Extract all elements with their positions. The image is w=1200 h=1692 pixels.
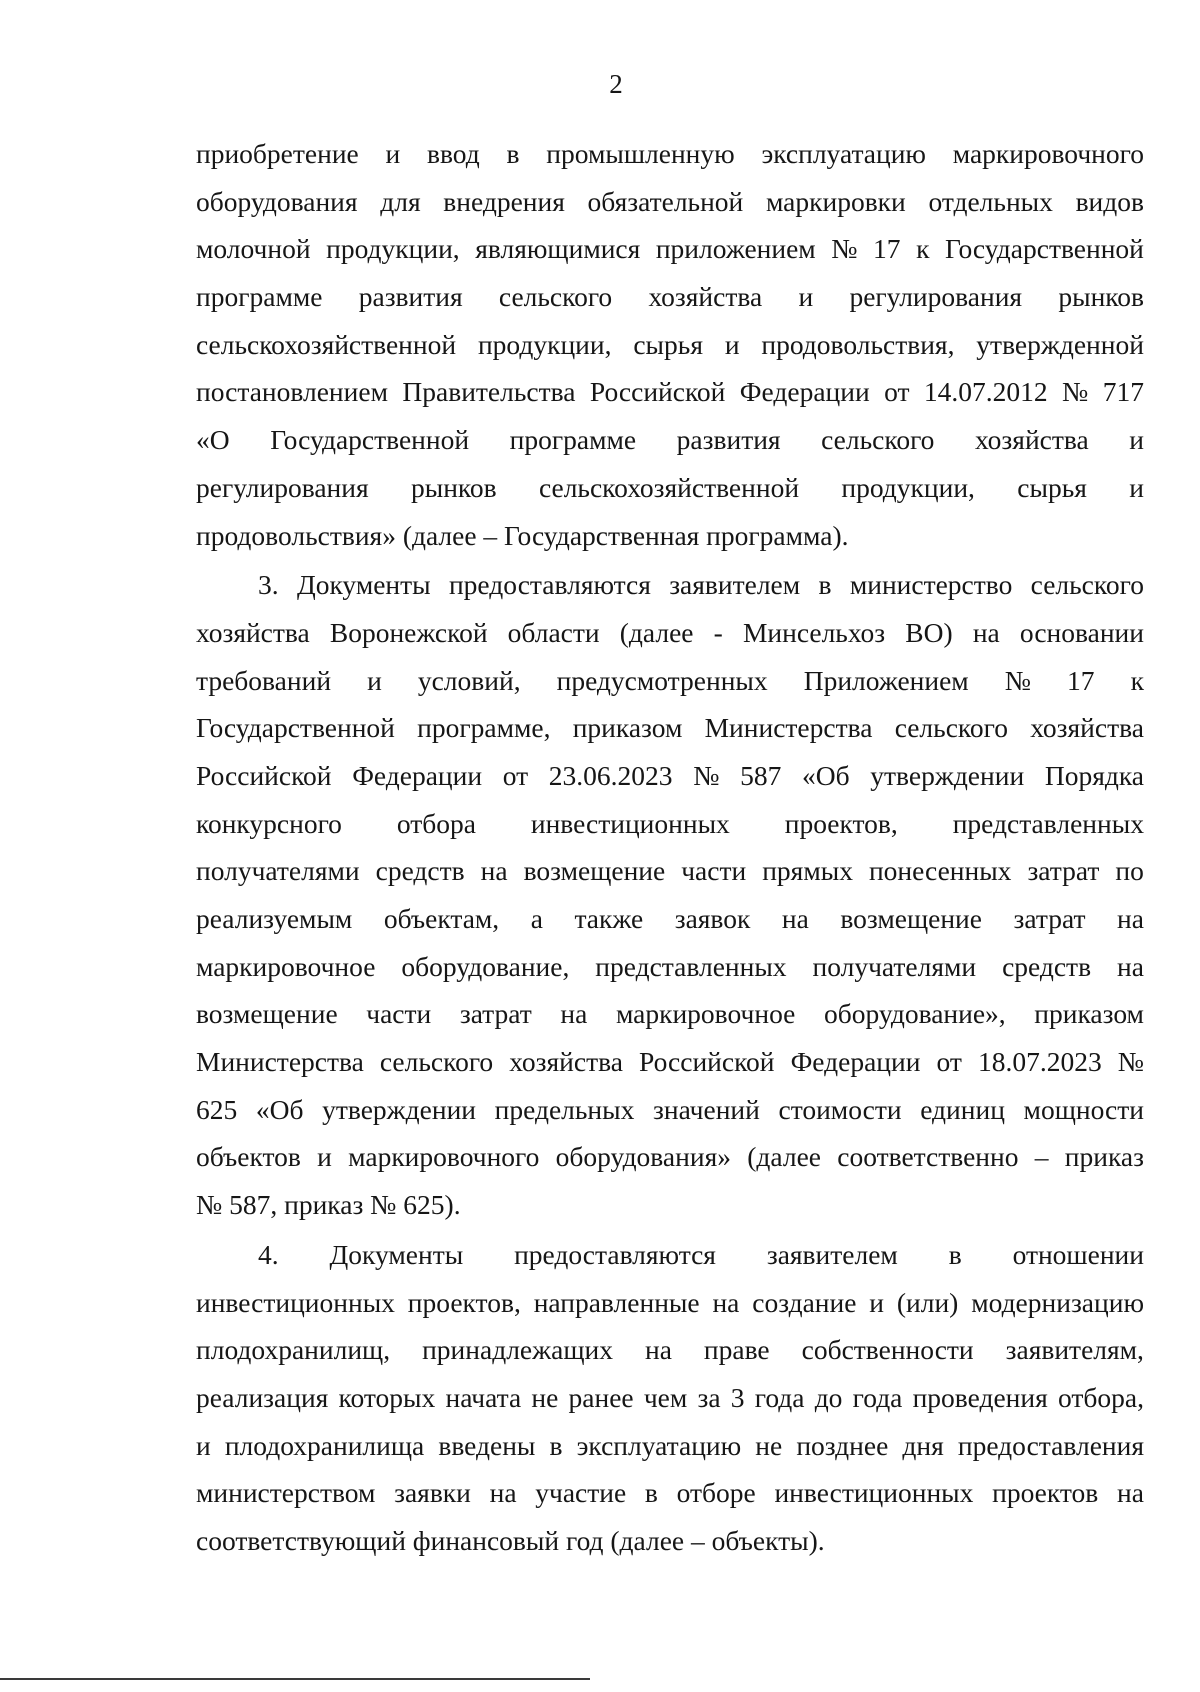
text-line: хозяйства Воронежской области (далее - Минсельхоз ВО) на основании [196, 616, 1144, 648]
text-line: министерством заявки на участие в отборе инвестиционных проектов на [196, 1477, 1144, 1509]
text-line: соответствующий финансовый год (далее – объекты). [196, 1524, 825, 1556]
text-line: возмещение части затрат на маркировочное оборудование», приказом [196, 998, 1144, 1030]
text-line: маркировочное оборудование, представленных получателями средств на [196, 950, 1144, 982]
paragraph-p4 [196, 1231, 1144, 1565]
text-line: сельскохозяйственной продукции, сырья и продовольствия, утвержденной [196, 328, 1144, 360]
text-line: приобретение и ввод в промышленную эксплуатацию маркировочного [196, 138, 1144, 169]
text-line: и плодохранилища введены в эксплуатацию не позднее дня предоставления [196, 1429, 1144, 1461]
text-line: программе развития сельского хозяйства и регулирования рынков [196, 281, 1144, 313]
document-body [196, 130, 1144, 1565]
text-line: 3. Документы предоставляются заявителем в министерство сельского [258, 569, 1144, 601]
bottom-rule [0, 1678, 590, 1680]
text-line: плодохранилищ, принадлежащих на праве собственности заявителям, [196, 1334, 1144, 1366]
text-line: № 587, приказ № 625). [196, 1189, 461, 1221]
text-line: оборудования для внедрения обязательной маркировки отдельных видов [196, 185, 1144, 217]
text-line: получателями средств на возмещение части прямых понесенных затрат по [196, 855, 1144, 887]
paragraph-p1 [196, 130, 1144, 559]
text-line: требований и условий, предусмотренных Приложением № 17 к [196, 664, 1144, 696]
text-line: инвестиционных проектов, направленные на создание и (или) модернизацию [196, 1286, 1144, 1318]
text-line: объектов и маркировочного оборудования» (далее соответственно – приказ [196, 1141, 1144, 1173]
text-line: реализация которых начата не ранее чем за 3 года до года проведения отбора, [196, 1381, 1144, 1413]
text-line: регулирования рынков сельскохозяйственной продукции, сырья и [196, 471, 1144, 503]
text-line: конкурсного отбора инвестиционных проектов, представленных [196, 807, 1144, 839]
text-line: Министерства сельского хозяйства Российской Федерации от 18.07.2023 № [196, 1046, 1144, 1078]
text-line: 625 «Об утверждении предельных значений стоимости единиц мощности [196, 1093, 1144, 1125]
text-line: молочной продукции, являющимися приложением № 17 к Государственной [196, 233, 1144, 265]
text-line: постановлением Правительства Российской Федерации от 14.07.2012 № 717 [196, 376, 1144, 408]
text-line: продовольствия» (далее – Государственная программа). [196, 519, 849, 551]
paragraph-p3 [196, 561, 1144, 1229]
text-line: Государственной программе, приказом Министерства сельского хозяйства [196, 712, 1144, 744]
text-line: 4. Документы предоставляются заявителем в отношении [258, 1238, 1144, 1270]
text-line: реализуемым объектам, а также заявок на возмещение затрат на [196, 903, 1144, 934]
page-number: 2 [609, 69, 623, 99]
text-line: «О Государственной программе развития сельского хозяйства и [196, 424, 1144, 456]
text-line: Российской Федерации от 23.06.2023 № 587 «Об утверждении Порядка [196, 759, 1144, 791]
